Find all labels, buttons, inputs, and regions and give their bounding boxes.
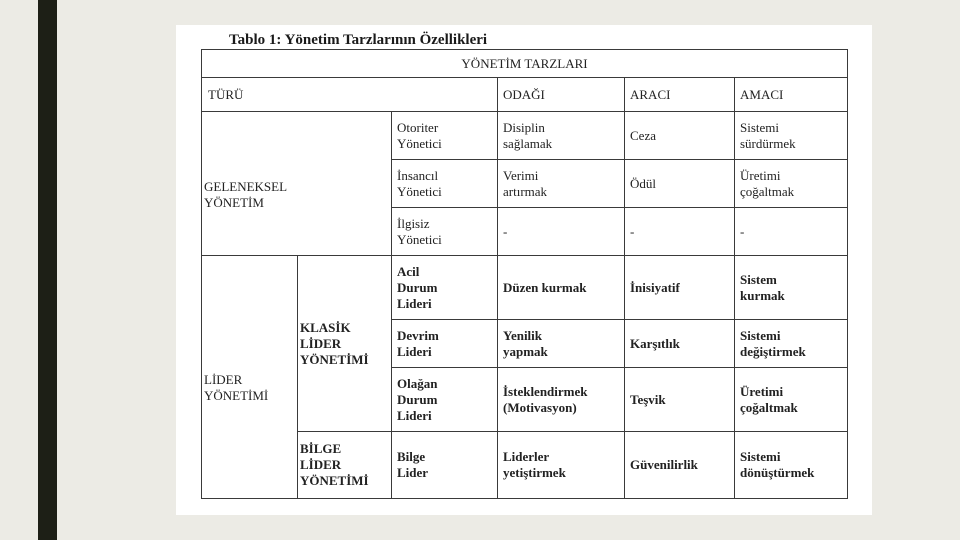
row-type: İnsancıl Yönetici: [392, 160, 498, 208]
row-type: Acil Durum Lideri: [392, 256, 498, 320]
row-tool: Ödül: [625, 160, 735, 208]
left-accent-bar: [38, 0, 57, 540]
row-tool: Teşvik: [625, 368, 735, 432]
row-focus: Yenilik yapmak: [498, 320, 625, 368]
subgroup-label-klasik: KLASİK LİDER YÖNETİMİ: [298, 256, 392, 432]
table-title-row: [202, 50, 848, 78]
row-goal: -: [735, 208, 848, 256]
row-focus: -: [498, 208, 625, 256]
group-label-geleneksel: GELENEKSEL YÖNETİM: [202, 112, 392, 256]
row-goal: Üretimi çoğaltmak: [735, 368, 848, 432]
row-type: Otoriter Yönetici: [392, 112, 498, 160]
row-goal: Sistemi sürdürmek: [735, 112, 848, 160]
table-title: YÖNETİM TARZLARI: [202, 50, 848, 78]
table-row: [202, 432, 848, 499]
row-tool: -: [625, 208, 735, 256]
row-goal: Üretimi çoğaltmak: [735, 160, 848, 208]
header-row: [202, 78, 848, 112]
table-row: [202, 256, 848, 320]
row-focus: Liderler yetiştirmek: [498, 432, 625, 499]
header-amaci: AMACI: [735, 78, 848, 112]
header-araci: ARACI: [625, 78, 735, 112]
table-row: [202, 112, 848, 160]
row-goal: Sistemi değiştirmek: [735, 320, 848, 368]
row-focus: Verimi artırmak: [498, 160, 625, 208]
row-goal: Sistemi dönüştürmek: [735, 432, 848, 499]
header-turu: TÜRÜ: [202, 78, 498, 112]
management-styles-table: [201, 49, 848, 499]
row-focus: Düzen kurmak: [498, 256, 625, 320]
row-tool: İnisiyatif: [625, 256, 735, 320]
row-type: Bilge Lider: [392, 432, 498, 499]
subgroup-label-bilge: BİLGE LİDER YÖNETİMİ: [298, 432, 392, 499]
header-odagi: ODAĞI: [498, 78, 625, 112]
row-tool: Ceza: [625, 112, 735, 160]
row-goal: Sistem kurmak: [735, 256, 848, 320]
row-focus: İsteklendirmek (Motivasyon): [498, 368, 625, 432]
row-type: İlgisiz Yönetici: [392, 208, 498, 256]
row-type: Devrim Lideri: [392, 320, 498, 368]
row-tool: Karşıtlık: [625, 320, 735, 368]
row-focus: Disiplin sağlamak: [498, 112, 625, 160]
row-type: Olağan Durum Lideri: [392, 368, 498, 432]
row-tool: Güvenilirlik: [625, 432, 735, 499]
table-caption: Tablo 1: Yönetim Tarzlarının Özellikleri: [229, 32, 488, 48]
group-label-lider: LİDER YÖNETİMİ: [202, 256, 298, 499]
